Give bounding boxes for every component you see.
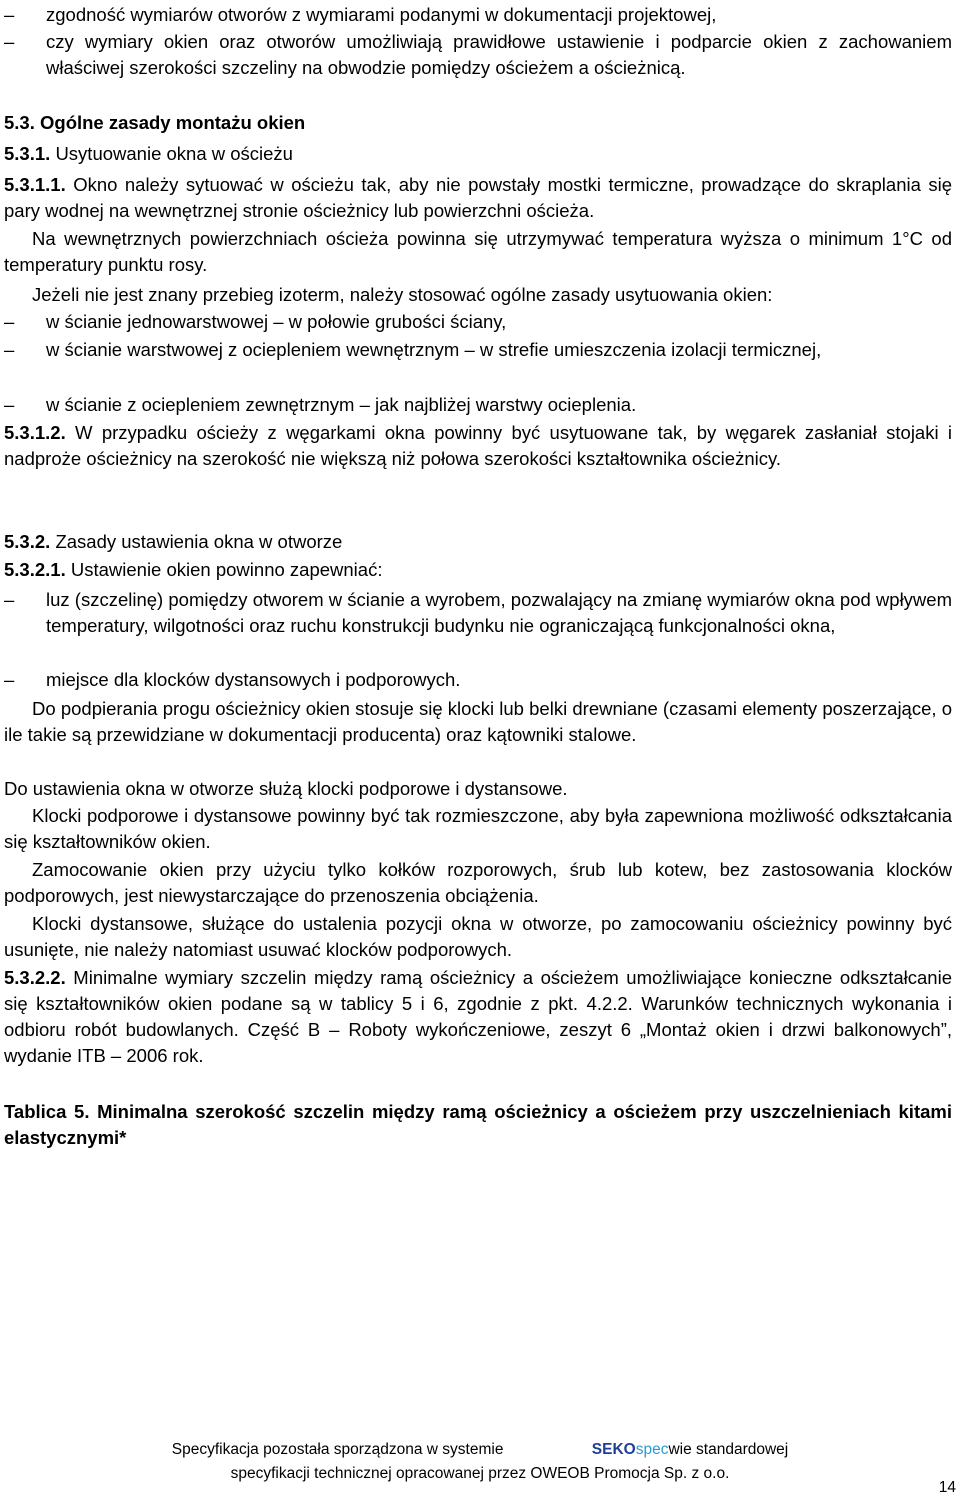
paragraph-text: W przypadku ościeży z węgarkami okna powinny być usytuowane tak, by węgarek zasłaniał stojaki i nadproże ościeżnicy na szerokość nie większą niż połowa szerokości kształtownika ościeżnicy.	[4, 422, 953, 469]
footer-brand	[592, 1441, 669, 1458]
section-heading-5-3	[4, 110, 952, 136]
section-title: Usytuowanie okna w ościeżu	[55, 143, 293, 164]
section-heading-5-3-2	[4, 529, 952, 555]
paragraph-number: 5.3.1.1.	[4, 174, 66, 195]
paragraph-klocki: Do ustawienia okna w otworze służą klocki podporowe i dystansowe.	[4, 778, 568, 799]
footer-text: wie standardowej	[668, 1441, 789, 1458]
dash-marker: –	[4, 669, 15, 690]
dash-marker: –	[4, 589, 15, 610]
dash-marker: –	[4, 394, 15, 415]
footer-brand-seko: SEKO	[591, 1441, 636, 1458]
paragraph-progi: Do podpierania progu ościeżnicy okien stosuje się klocki lub belki drewniane (czasami elementy poszerzające, o ile takie są przewidziane w dokumentacji producenta) oraz kątowniki stalowe.	[4, 698, 952, 745]
paragraph-temperature: Na wewnętrznych powierzchniach ościeża powinna się utrzymywać temperatura wyższa o minimum 1°C od temperatury punktu rosy.	[4, 228, 952, 275]
list-item	[4, 29, 952, 81]
paragraph-text: Minimalne wymiary szczelin między ramą ościeżnicy a ościeżem umożliwiające konieczne odkształcanie się kształtowników okien podane są w tablicy 5 i 6, zgodnie z pkt. 4.2.2. Warunków technicznych wykonania i odbioru robót budowlanych. Część B – Roboty wykończeniowe, zeszyt 6 „Montaż okien i drzwi balkonowych”, wydanie ITB – 2006 rok.	[4, 967, 952, 1066]
list-item-text: luz (szczelinę) pomiędzy otworem w ścianie a wyrobem, pozwalający na zmianę wymiarów okna pod wpływem temperatury, wilgotności oraz ruchu konstrukcji budynku nie ograniczającą funkcjonalności okna,	[46, 589, 952, 636]
list-item	[4, 337, 952, 363]
paragraph-5-3-1-2	[4, 420, 952, 472]
section-number: 5.3.2.	[4, 531, 51, 552]
paragraph-rozmieszczone: Klocki podporowe i dystansowe powinny być tak rozmieszczone, aby była zapewniona możliwość odkształcania się kształtowników okien.	[4, 805, 952, 852]
paragraph-izoterm: Jeżeli nie jest znany przebieg izoterm, należy stosować ogólne zasady usytuowania okien:	[32, 284, 773, 305]
footer-text: Specyfikacja pozostała sporządzona w systemie	[171, 1441, 504, 1458]
dash-marker: –	[4, 339, 15, 360]
footer-brand-spec: spec	[635, 1441, 669, 1458]
paragraph-number: 5.3.2.2.	[4, 967, 66, 988]
list-item-text: czy wymiary okien oraz otworów umożliwiają prawidłowe ustawienie i podparcie okien z zachowaniem właściwej szerokości szczeliny na obwodzie pomiędzy ościeżem a ościeżnicą.	[46, 31, 952, 78]
footer-line-1	[0, 1441, 960, 1459]
section-title: Ogólne zasady montażu okien	[40, 112, 306, 133]
paragraph-5-3-2-2	[4, 965, 952, 1069]
dash-marker: –	[4, 311, 15, 332]
paragraph-number: 5.3.2.1.	[4, 559, 66, 580]
paragraph-text: Ustawienie okien powinno zapewniać:	[70, 559, 383, 580]
dash-marker: –	[4, 31, 15, 52]
paragraph-number: 5.3.1.2.	[4, 422, 66, 443]
section-heading-5-3-1	[4, 141, 952, 167]
dash-marker: –	[4, 4, 15, 25]
list-item	[4, 587, 952, 639]
list-item-text: w ścianie jednowarstwowej – w połowie grubości ściany,	[46, 311, 507, 332]
section-number: 5.3.	[4, 112, 35, 133]
section-title: Zasady ustawienia okna w otworze	[55, 531, 343, 552]
section-number: 5.3.1.	[4, 143, 51, 164]
list-item-text: miejsce dla klocków dystansowych i podporowych.	[46, 669, 461, 690]
footer-line-2: specyfikacji technicznej opracowanej przez OWEOB Promocja Sp. z o.o.	[230, 1465, 730, 1482]
list-item	[4, 2, 952, 28]
list-item	[4, 392, 952, 418]
paragraph-mocowanie: Zamocowanie okien przy użyciu tylko kołków rozporowych, śrub lub kotew, bez zastosowania klocków podporowych, jest niewystarczające do przenoszenia obciążenia.	[4, 859, 952, 906]
page-number: 14	[938, 1479, 956, 1496]
list-item	[4, 309, 952, 335]
list-item-text: w ścianie warstwowej z ociepleniem wewnętrznym – w strefie umieszczenia izolacji termicznej,	[46, 339, 822, 360]
list-item-text: w ścianie z ociepleniem zewnętrznym – jak najbliżej warstwy ocieplenia.	[46, 394, 637, 415]
paragraph-5-3-1-1	[4, 172, 952, 224]
table-caption: Tablica 5. Minimalna szerokość szczelin między ramą ościeżnicy a ościeżem przy uszczelnieniach kitami elastycznymi*	[4, 1101, 952, 1148]
list-item-text: zgodność wymiarów otworów z wymiarami podanymi w dokumentacji projektowej,	[46, 4, 717, 25]
paragraph-dystansowe: Klocki dystansowe, służące do ustalenia pozycji okna w otworze, po zamocowaniu ościeżnicy powinny być usunięte, nie należy natomiast usuwać klocków podporowych.	[4, 913, 952, 960]
paragraph-text: Okno należy sytuować w ościeżu tak, aby nie powstały mostki termiczne, prowadzące do skraplania się pary wodnej na wewnętrznej stronie ościeżnicy lub powierzchni ościeża.	[4, 174, 953, 221]
paragraph-5-3-2-1	[4, 557, 952, 583]
list-item	[4, 667, 952, 693]
